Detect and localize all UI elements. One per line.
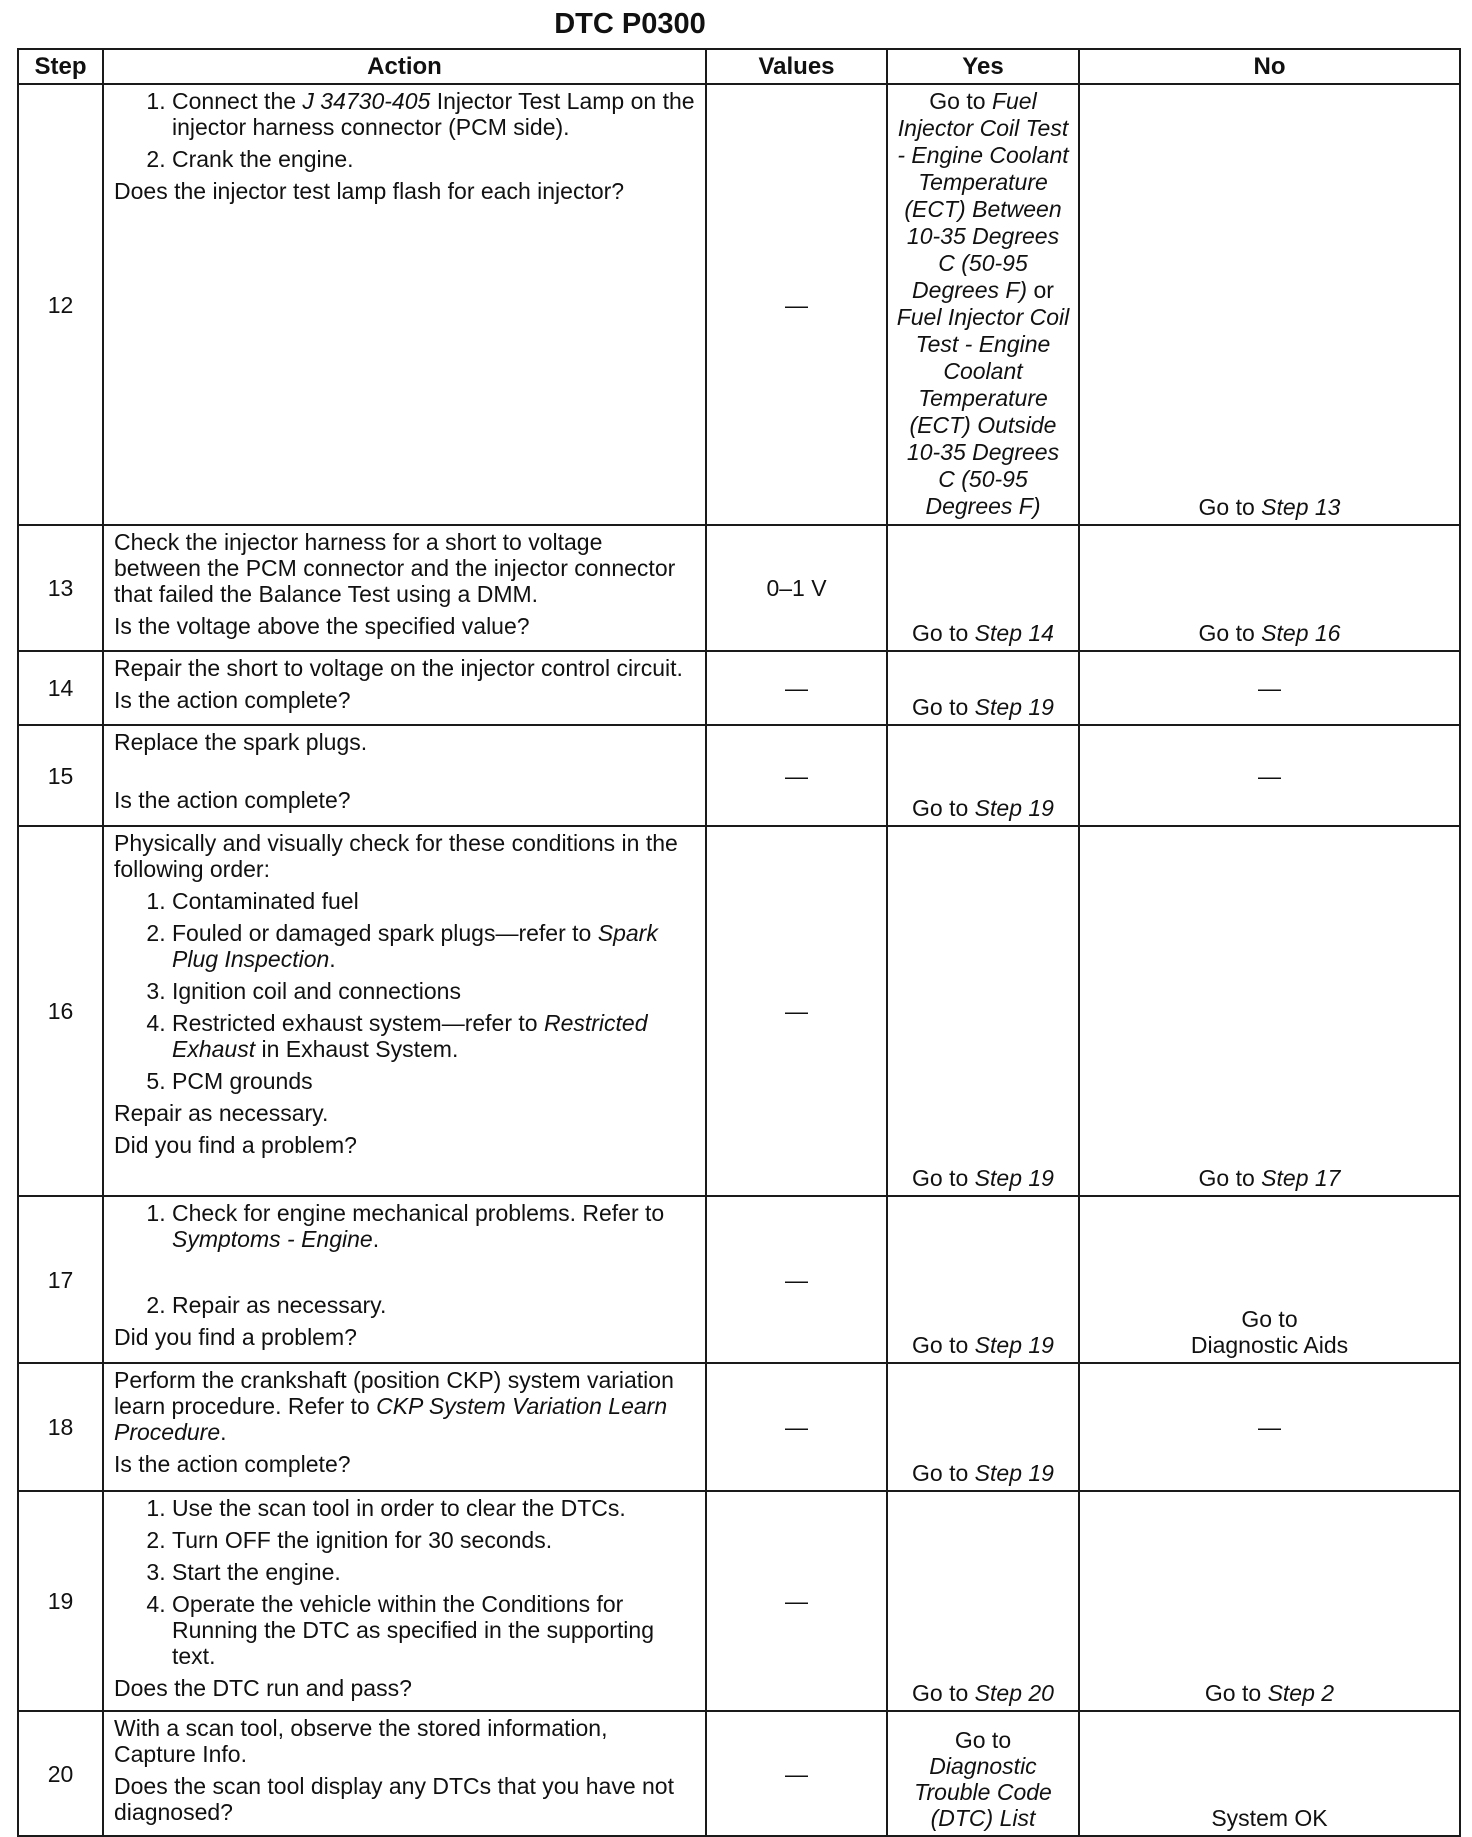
step-number: 18 bbox=[18, 1363, 103, 1491]
action-question: Does the scan tool display any DTCs that you have not diagnosed? bbox=[114, 1773, 674, 1825]
action-list bbox=[114, 1495, 695, 1669]
action-cell bbox=[103, 1363, 706, 1491]
yes-cell: Go to Step 19 bbox=[887, 651, 1079, 725]
diagnostic-table bbox=[17, 48, 1461, 1837]
value-cell: — bbox=[706, 1363, 887, 1491]
list-item: 1. Use the scan tool in order to clear the DTCs. bbox=[172, 1495, 695, 1521]
action-question: Does the DTC run and pass? bbox=[114, 1675, 412, 1701]
table-row bbox=[18, 1363, 1460, 1491]
page-title: DTC P0300 bbox=[554, 8, 706, 40]
step-number: 14 bbox=[18, 651, 103, 725]
tool-reference: J 34730-405 bbox=[302, 88, 431, 114]
step-number: 17 bbox=[18, 1196, 103, 1363]
step-link[interactable]: Step 2 bbox=[1267, 1680, 1335, 1706]
value-cell: — bbox=[706, 1196, 887, 1363]
action-cell bbox=[103, 725, 706, 826]
yes-cell: Go to Step 20 bbox=[887, 1491, 1079, 1711]
action-text: Repair as necessary. bbox=[114, 1100, 329, 1126]
no-cell: Go to Diagnostic Aids bbox=[1079, 1196, 1460, 1363]
action-question: Did you find a problem? bbox=[114, 1324, 357, 1350]
step-link[interactable]: Step 19 bbox=[974, 1165, 1054, 1191]
table-row bbox=[18, 826, 1460, 1196]
procedure-link[interactable]: Fuel Injector Coil Test - Engine Coolant Temperature (ECT) Outside 10-35 Degrees C (50-95 Degrees F) bbox=[896, 304, 1070, 519]
no-cell: — bbox=[1079, 651, 1460, 725]
no-cell: — bbox=[1079, 725, 1460, 826]
value-cell: — bbox=[706, 725, 887, 826]
action-cell bbox=[103, 1711, 706, 1836]
step-link[interactable]: Step 14 bbox=[974, 620, 1054, 646]
step-number: 15 bbox=[18, 725, 103, 826]
step-link[interactable]: Step 19 bbox=[974, 795, 1054, 821]
list-item: 5. PCM grounds bbox=[172, 1068, 695, 1094]
procedure-link[interactable]: Diagnostic Trouble Code (DTC) List bbox=[914, 1753, 1052, 1831]
step-link[interactable]: Step 17 bbox=[1261, 1165, 1341, 1191]
table-row bbox=[18, 1491, 1460, 1711]
procedure-link[interactable]: CKP System Variation Learn Procedure bbox=[114, 1393, 668, 1445]
no-cell: System OK bbox=[1079, 1711, 1460, 1836]
action-text: Perform the crankshaft (position CKP) system variation learn procedure. Refer to CKP System Variation Learn Procedure. bbox=[114, 1367, 674, 1445]
list-item: 1. Contaminated fuel bbox=[172, 888, 695, 914]
step-number: 20 bbox=[18, 1711, 103, 1836]
procedure-link[interactable]: Spark Plug Inspection bbox=[172, 920, 658, 972]
no-cell: — bbox=[1079, 1363, 1460, 1491]
step-link[interactable]: Step 13 bbox=[1261, 494, 1341, 520]
yes-cell: Go to Step 19 bbox=[887, 1363, 1079, 1491]
list-item: 2. Turn OFF the ignition for 30 seconds. bbox=[172, 1527, 695, 1553]
value-cell: — bbox=[706, 1491, 887, 1711]
action-question: Did you find a problem? bbox=[114, 1132, 357, 1158]
no-cell: Go to Step 16 bbox=[1079, 525, 1460, 651]
action-text: Repair the short to voltage on the injector control circuit. bbox=[114, 655, 683, 681]
table-row bbox=[18, 651, 1460, 725]
list-item: 3. Ignition coil and connections bbox=[172, 978, 695, 1004]
action-list bbox=[114, 1200, 695, 1318]
list-item: 2. Fouled or damaged spark plugs—refer to Spark Plug Inspection. bbox=[172, 920, 695, 972]
step-link[interactable]: Step 16 bbox=[1261, 620, 1341, 646]
action-list bbox=[114, 888, 695, 1094]
value-cell: — bbox=[706, 84, 887, 525]
step-link[interactable]: Step 19 bbox=[974, 1332, 1054, 1358]
procedure-link[interactable]: Restricted Exhaust bbox=[172, 1010, 648, 1062]
step-number: 19 bbox=[18, 1491, 103, 1711]
action-question: Is the action complete? bbox=[114, 787, 351, 813]
step-number: 13 bbox=[18, 525, 103, 651]
list-item: 1. Connect the J 34730-405 Injector Test Lamp on the injector harness connector (PCM side). bbox=[172, 88, 695, 140]
no-cell: Go to Step 2 bbox=[1079, 1491, 1460, 1711]
table-row bbox=[18, 525, 1460, 651]
header-no: No bbox=[1079, 49, 1460, 84]
table-row bbox=[18, 1196, 1460, 1363]
header-row bbox=[18, 49, 1460, 84]
table-row bbox=[18, 1711, 1460, 1836]
action-text: Replace the spark plugs. bbox=[114, 729, 368, 755]
step-number: 12 bbox=[18, 84, 103, 525]
yes-cell: Go to Step 14 bbox=[887, 525, 1079, 651]
header-values: Values bbox=[706, 49, 887, 84]
no-cell: Go to Step 17 bbox=[1079, 826, 1460, 1196]
procedure-link[interactable]: Diagnostic Aids bbox=[1190, 1332, 1349, 1358]
action-cell bbox=[103, 1196, 706, 1363]
action-question: Is the action complete? bbox=[114, 687, 351, 713]
yes-cell: Go to Fuel Injector Coil Test - Engine Coolant Temperature (ECT) Between 10-35 Degrees C (50-95 Degrees F) or Fuel Injector Coil Test - Engine Coolant Temperature (ECT) Outside 10-35 Degrees C (50-95 Degrees F) bbox=[887, 84, 1079, 525]
step-link[interactable]: Step 20 bbox=[974, 1680, 1054, 1706]
action-question: Is the action complete? bbox=[114, 1451, 351, 1477]
step-link[interactable]: Step 19 bbox=[974, 1460, 1054, 1486]
yes-cell: Go to Step 19 bbox=[887, 1196, 1079, 1363]
value-cell: 0–1 V bbox=[706, 525, 887, 651]
action-list bbox=[114, 88, 695, 172]
table-row bbox=[18, 84, 1460, 525]
value-cell: — bbox=[706, 826, 887, 1196]
action-question: Does the injector test lamp flash for each injector? bbox=[114, 178, 625, 204]
action-text: With a scan tool, observe the stored information, Capture Info. bbox=[114, 1715, 608, 1767]
action-text: Check the injector harness for a short to voltage between the PCM connector and the injector connector that failed the Balance Test using a DMM. bbox=[114, 529, 676, 607]
action-cell bbox=[103, 525, 706, 651]
yes-cell: Go to Diagnostic Trouble Code (DTC) List bbox=[887, 1711, 1079, 1836]
step-number: 16 bbox=[18, 826, 103, 1196]
value-cell: — bbox=[706, 1711, 887, 1836]
step-link[interactable]: Step 19 bbox=[974, 694, 1054, 720]
header-yes: Yes bbox=[887, 49, 1079, 84]
action-cell bbox=[103, 1491, 706, 1711]
list-item: 2. Crank the engine. bbox=[172, 146, 695, 172]
table-row bbox=[18, 725, 1460, 826]
yes-cell: Go to Step 19 bbox=[887, 725, 1079, 826]
header-step: Step bbox=[18, 49, 103, 84]
procedure-link[interactable]: Fuel Injector Coil Test - Engine Coolant Temperature (ECT) Between 10-35 Degrees C (50-95 Degrees F) bbox=[897, 88, 1069, 303]
list-item: 4. Operate the vehicle within the Conditions for Running the DTC as specified in the supporting text. bbox=[172, 1591, 695, 1669]
action-cell bbox=[103, 826, 706, 1196]
action-question: Is the voltage above the specified value? bbox=[114, 613, 530, 639]
header-action: Action bbox=[103, 49, 706, 84]
value-cell: — bbox=[706, 651, 887, 725]
list-item: 2. Repair as necessary. bbox=[172, 1292, 695, 1318]
action-cell bbox=[103, 651, 706, 725]
action-text: Physically and visually check for these conditions in the following order: bbox=[114, 830, 678, 882]
list-item: 1. Check for engine mechanical problems. Refer to Symptoms - Engine. bbox=[172, 1200, 695, 1252]
list-item: 4. Restricted exhaust system—refer to Restricted Exhaust in Exhaust System. bbox=[172, 1010, 695, 1062]
procedure-link[interactable]: Symptoms - Engine bbox=[172, 1226, 373, 1252]
action-cell bbox=[103, 84, 706, 525]
list-item: 3. Start the engine. bbox=[172, 1559, 695, 1585]
no-cell: Go to Step 13 bbox=[1079, 84, 1460, 525]
yes-cell: Go to Step 19 bbox=[887, 826, 1079, 1196]
